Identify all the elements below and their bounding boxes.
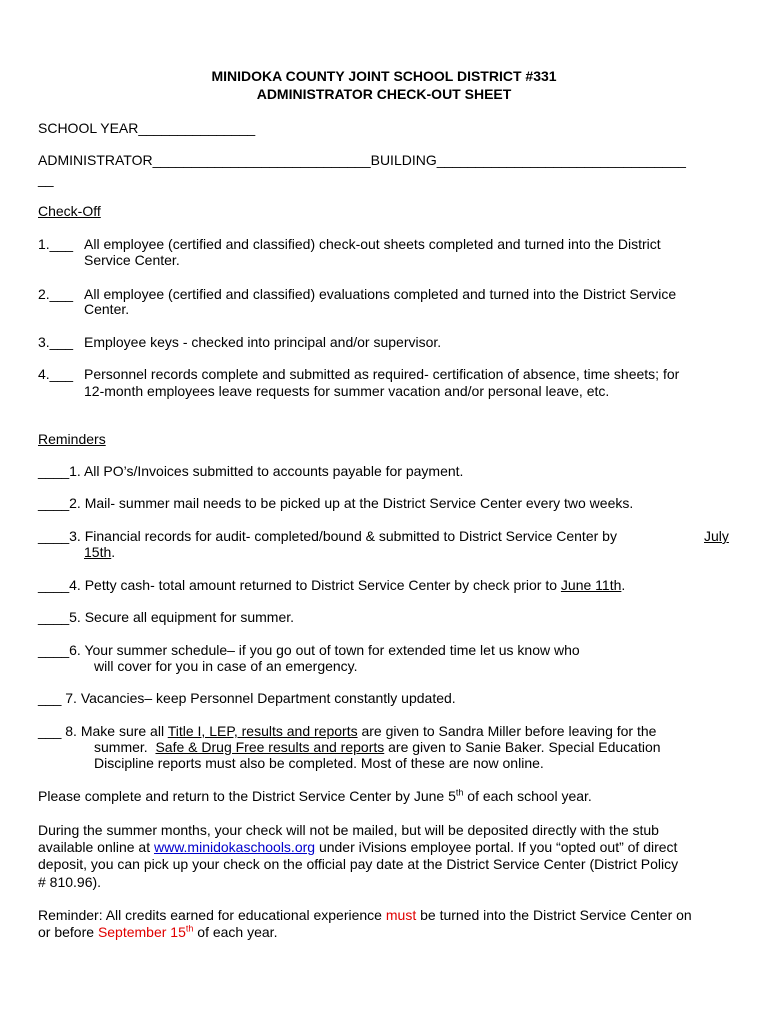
reminder-4-date: June 11th [560, 577, 622, 593]
checkoff-2-text: All employee (certified and classified) evaluations completed and turned into the District Service [84, 286, 677, 302]
checkoff-3-number: 3.___ [38, 334, 74, 350]
credits-text-2: be turned into the District Service Center on [416, 907, 692, 923]
reminders-heading: Reminders [38, 431, 106, 447]
paycheck-paragraph-line2 [38, 839, 677, 856]
reminder-6: ____6. Your summer schedule– if you go out of town for extended time let us know who [38, 642, 580, 658]
checkoff-1-text-cont: Service Center. [84, 252, 180, 268]
reminder-3-text: ____3. Financial records for audit- completed/bound & submitted to District Service Center by [38, 528, 617, 544]
reminder-4-period: . [621, 577, 626, 593]
return-date-superscript: th [455, 787, 464, 798]
paycheck-paragraph-line1: During the summer months, your check will not be mailed, but will be deposited directly with the stub [38, 822, 659, 838]
reminder-3-period: . [111, 544, 116, 560]
reminder-8-line2 [94, 739, 661, 756]
reminder-1: ____1. All PO’s/Invoices submitted to accounts payable for payment. [38, 463, 464, 479]
credits-text-4: of each year. [193, 924, 278, 940]
reminder-6-cont: will cover for you in case of an emergency. [94, 658, 358, 674]
paycheck-paragraph-line3: deposit, you can pick up your check on the official pay date at the District Service Center (District Policy [38, 856, 679, 872]
minidoka-schools-link[interactable]: www.minidokaschools.org [153, 839, 316, 855]
paycheck-text-2: under iVisions employee portal. If you “opted out” of direct [318, 839, 678, 855]
return-instructions [38, 788, 592, 805]
reminder-4 [38, 577, 625, 594]
credits-deadline-superscript: th [185, 923, 194, 934]
reminder-3 [38, 528, 617, 545]
title-i-reports: Title I, LEP, results and reports [167, 723, 358, 739]
paycheck-text: available online at [38, 839, 151, 855]
document-subtitle: ADMINISTRATOR CHECK-OUT SHEET [256, 86, 512, 102]
checkoff-4-text: Personnel records complete and submitted as required- certification of absence, time sheets; for [84, 366, 680, 382]
credits-text: Reminder: All credits earned for educational experience [38, 907, 386, 923]
safe-drug-free-reports: Safe & Drug Free results and reports [155, 739, 385, 755]
return-instructions-text: Please complete and return to the District Service Center by June 5 [38, 788, 456, 804]
administrator-building-field: ADMINISTRATOR____________________________BUILDING________________________________ [38, 152, 686, 168]
reminder-8 [38, 723, 656, 740]
reminder-3-date-day-text: 15th [84, 544, 112, 560]
reminder-3-date-month: July [704, 528, 729, 544]
checkoff-3-text: Employee keys - checked into principal and/or supervisor. [84, 334, 442, 350]
checkoff-2-number: 2.___ [38, 286, 74, 302]
reminder-8-summer: summer. [94, 739, 148, 755]
reminder-8-text-3: are given to Sanie Baker. Special Education [388, 739, 661, 755]
paycheck-paragraph-line4: # 810.96). [38, 874, 102, 890]
school-year-field: SCHOOL YEAR_______________ [38, 120, 256, 136]
return-instructions-end: of each school year. [463, 788, 592, 804]
checkoff-4-text-cont: 12-month employees leave requests for summer vacation and/or personal leave, etc. [84, 383, 610, 399]
checkoff-heading: Check-Off [38, 203, 101, 219]
reminder-2: ____2. Mail- summer mail needs to be picked up at the District Service Center every two weeks. [38, 495, 634, 511]
building-field-continuation: __ [38, 171, 54, 187]
reminder-4-text: ____4. Petty cash- total amount returned to District Service Center by check prior to [38, 577, 558, 593]
credits-reminder-line2 [38, 924, 277, 941]
reminder-8-text-2: are given to Sandra Miller before leaving for the [361, 723, 657, 739]
reminder-7: ___ 7. Vacancies– keep Personnel Department constantly updated. [38, 690, 456, 706]
reminder-8-text: ___ 8. Make sure all [38, 723, 165, 739]
reminder-3-date-day [84, 544, 115, 561]
document-title: MINIDOKA COUNTY JOINT SCHOOL DISTRICT #331 [211, 68, 557, 84]
must-emphasis: must [385, 907, 417, 923]
checkoff-2-text-cont: Center. [84, 301, 130, 317]
credits-deadline: September 15 [97, 924, 186, 940]
checkoff-1-text: All employee (certified and classified) check-out sheets completed and turned into the District [84, 236, 661, 252]
checkoff-1-number: 1.___ [38, 236, 74, 252]
credits-text-3: or before [38, 924, 98, 940]
credits-reminder-line1 [38, 907, 692, 924]
reminder-5: ____5. Secure all equipment for summer. [38, 609, 295, 625]
checkoff-4-number: 4.___ [38, 366, 74, 382]
reminder-8-line3: Discipline reports must also be completed. Most of these are now online. [94, 755, 544, 771]
